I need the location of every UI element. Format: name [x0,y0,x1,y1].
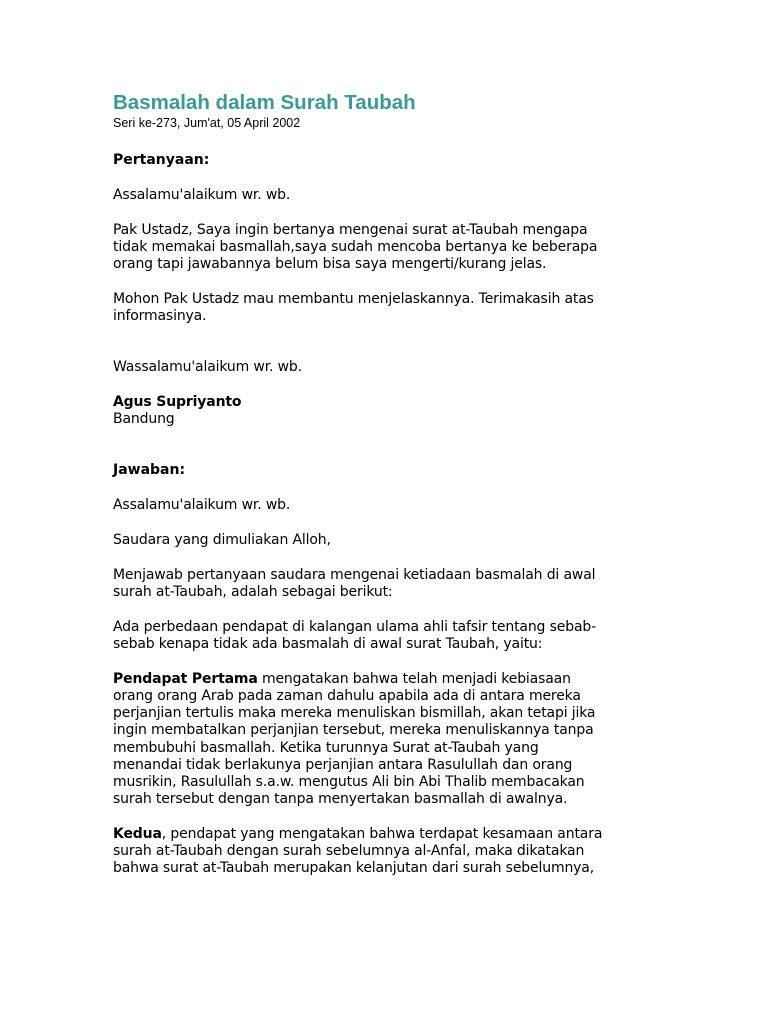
text-line [113,826,658,843]
text-line: informasinya. [113,308,207,324]
text-line: surah at-Taubah, adalah sebagai berikut: [113,584,393,600]
answer-difference [113,619,658,653]
opinion-first-paragraph [113,671,658,809]
answer-greeting: Assalamu'alaikum wr. wb. [113,497,291,514]
asker-city: Bandung [113,411,175,428]
document-subtitle: Seri ke-273, Jum'at, 05 April 2002 [113,116,301,130]
text-line: orang orang Arab pada zaman dahulu apabila ada di antara mereka [113,688,581,704]
text-line: musrikin, Rasulullah s.a.w. mengutus Ali bin Abi Thalib membacakan [113,774,585,791]
question-heading: Pertanyaan: [113,152,210,168]
question-closing: Wassalamu'alaikum wr. wb. [113,359,302,376]
text-line: menandai tidak berlakunya perjanjian antara Rasulullah dan orang [113,756,573,773]
text-line: bahwa surat at-Taubah merupakan kelanjutan dari surah sebelumnya, [113,860,595,877]
document-page [113,90,658,878]
text-line: Ada perbedaan pendapat di kalangan ulama ahli tafsir tentang sebab- [113,618,597,635]
question-paragraph-1 [113,222,658,274]
text-line: membubuhi basmallah. Ketika turunnya Surat at-Taubah yang [113,739,539,756]
text-line: Menjawab pertanyaan saudara mengenai ketiadaan basmalah di awal [113,566,596,583]
text-line: Mohon Pak Ustadz mau membantu menjelaskannya. Terimakasih atas [113,290,594,307]
text-line: surah at-Taubah dengan surah sebelumnya al-Anfal, maka dikatakan [113,843,585,860]
answer-intro [113,567,658,601]
answer-salutation: Saudara yang dimuliakan Alloh, [113,532,331,548]
document-title: Basmalah dalam Surah Taubah [113,91,416,114]
text-line: perjanjian tertulis maka mereka menuliskan bismillah, akan tetapi jika [113,705,596,722]
asker-name: Agus Supriyanto [113,394,242,410]
opinion-second-paragraph [113,826,658,878]
opinion-second-text: , pendapat yang mengatakan bahwa terdapat kesamaan antara [161,826,603,843]
question-greeting: Assalamu'alaikum wr. wb. [113,186,291,203]
opinion-first-text: mengatakan bahwa telah menjadi kebiasaan [257,670,571,687]
opinion-second-label: Kedua [113,826,162,843]
answer-heading: Jawaban: [113,462,186,479]
text-line: orang tapi jawabannya belum bisa saya mengerti/kurang jelas. [113,256,547,272]
text-line: ingin membatalkan perjanjian tersebut, mereka menuliskannya tanpa [113,722,594,739]
text-line: tidak memakai basmallah,saya sudah mencoba bertanya ke beberapa [113,238,598,255]
text-line: Pak Ustadz, Saya ingin bertanya mengenai surat at-Taubah mengapa [113,221,588,238]
question-paragraph-2 [113,291,658,325]
text-line: sebab kenapa tidak ada basmalah di awal surat Taubah, yaitu: [113,636,543,652]
text-line: surah tersebut dengan tanpa menyertakan basmallah di awalnya. [113,791,568,808]
opinion-first-label: Pendapat Pertama [113,670,258,687]
text-line [113,671,658,688]
asker-signature [113,394,658,428]
